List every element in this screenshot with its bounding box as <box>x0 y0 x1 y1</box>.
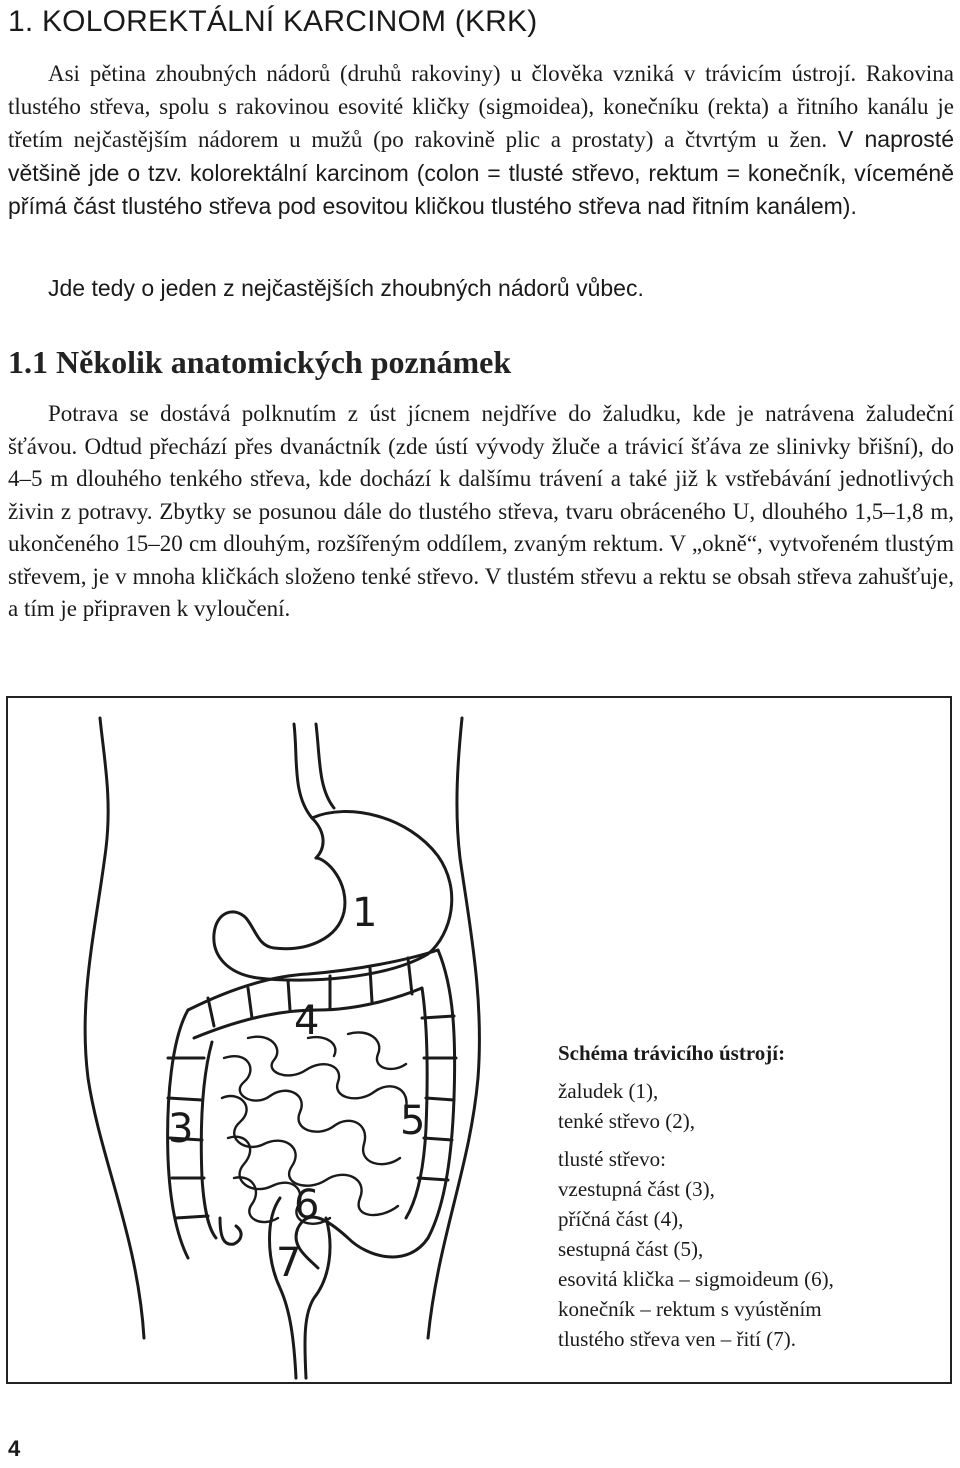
label-7: 7 <box>276 1240 302 1286</box>
caption-line: esovitá klička – sigmoideum (6), <box>558 1267 834 1291</box>
digestive-system-figure <box>6 696 952 1384</box>
section-body-text: Potrava se dostává polknutím z úst jícnem nejdříve do žaludku, kde je natrávena žaludeční šťávou. Odtud přechází přes dvanáctník (zde ústí vývody žluče a trávicí šťáva ze slinivky břišní), do 4–5 m dlouhého tenkého střeva, kde dochází k dalšímu trávení a také již k vstřebávání jednotlivých živin z potravy. Zbytky se posunou dále do tlustého střeva, tvaru obráceného U, dlouhého 1,5–1,8 m, ukončeného 15–20 cm dlouhým, rozšířeným oddílem, zvaným rektum. V „okně“, vytvořeném tlustým střevem, je v mnoha kličkách složeno tenké střevo. V tlustém střevu a rektu se obsah střeva zahušťuje, a tím je připraven k vyloučení. <box>8 401 954 621</box>
descending-colon <box>428 950 455 1238</box>
torso-outline <box>85 718 144 1338</box>
appendix <box>220 1218 241 1244</box>
label-3: 3 <box>168 1106 194 1152</box>
caption-line: tlusté střevo: <box>558 1147 666 1171</box>
label-6: 6 <box>294 1182 320 1228</box>
caption-line: žaludek (1), <box>558 1079 659 1103</box>
caption-line: vzestupná část (3), <box>558 1177 715 1201</box>
section-title: 1.1 Několik anatomických poznámek <box>8 344 512 380</box>
section-body <box>8 398 954 626</box>
intro-conclusion <box>8 272 954 305</box>
label-4: 4 <box>294 998 320 1044</box>
caption-title: Schéma trávicího ústrojí: <box>558 1041 786 1065</box>
chapter-heading: 1. KOLOREKTÁLNÍ KARCINOM (KRK) <box>8 5 538 38</box>
label-1: 1 <box>352 890 378 936</box>
intro-sentence-2: V naprosté většině jde o tzv. kolorektální karcinom (colon = tlusté střevo, rektum = konečník, víceméně přímá část tlustého střeva pod esovitou kličkou tlustého střeva nad řitním kanálem). <box>8 126 954 219</box>
intro-sentence-3: Jde tedy o jeden z nejčastějších zhoubných nádorů vůbec. <box>48 275 644 301</box>
caption-line: tenké střevo (2), <box>558 1109 696 1133</box>
intro-sentence-1: Asi pětina zhoubných nádorů (druhů rakoviny) u člověka vzniká v trávicím ústrojí. Rakovina tlustého střeva, spolu s rakovinou esovité kličky (sigmoidea), konečníku (rekta) a řitního kanálu je třetím nejčastějším nádorem u mužů (po rakovině plic a prostaty) a čtvrtým u žen. <box>8 61 954 152</box>
caption-line: konečník – rektum s vyústěním <box>558 1297 822 1321</box>
intro-paragraph <box>8 58 954 224</box>
label-5: 5 <box>400 1098 426 1144</box>
page-number: 4 <box>8 1436 21 1461</box>
figure-caption <box>558 1038 834 1354</box>
caption-line: příčná část (4), <box>558 1207 684 1231</box>
caption-line: sestupná část (5), <box>558 1237 704 1261</box>
caption-line: tlustého střeva ven – řití (7). <box>558 1327 796 1351</box>
